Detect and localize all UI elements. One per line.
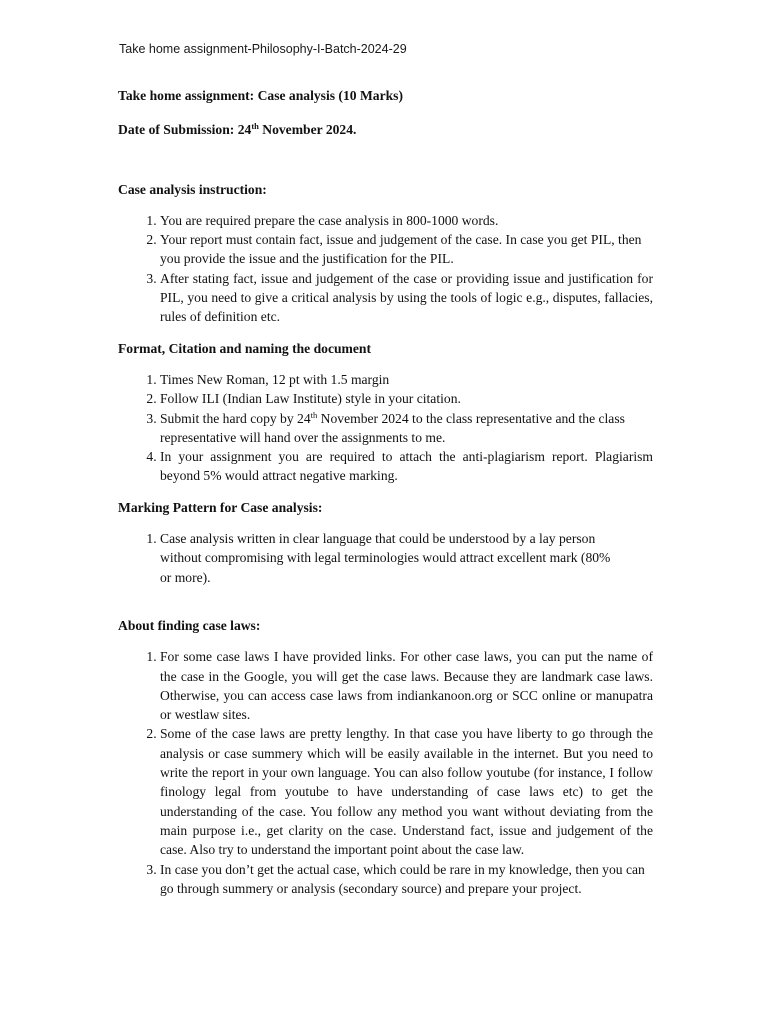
submission-date-prefix: Date of Submission: 24 [118, 122, 252, 138]
assignment-title: Take home assignment: Case analysis (10 Marks) [118, 88, 403, 103]
list-item: 3. In case you don’t get the actual case, which could be rare in my knowledge, then you can go through summery or analysis (secondary source) and prepare your project. [160, 860, 653, 899]
format-item-3-sup: th [310, 409, 318, 420]
section-heading-instructions: Case analysis instruction: [118, 181, 267, 197]
page-header: Take home assignment-Philosophy-I-Batch-2024-29 [119, 42, 407, 56]
section-heading-marking: Marking Pattern for Case analysis: [118, 499, 323, 515]
list-item: 1. For some case laws I have provided links. For other case laws, you can put the name of the case in the Google, you will get the case laws. Because they are landmark case laws. Otherwise, you can access case laws from indiankanoon.org or SCC online or manupatra or westlaw sites. [160, 647, 653, 724]
list-item: 2. Some of the case laws are pretty lengthy. In that case you have liberty to go through the analysis or case summery which will be easily available in the internet. But you need to write the report in your own language. You can also follow youtube (for instance, I follow finology legal from youtube to have understanding of case laws etc) to get the understanding of the case. You follow any method you want without deviating from the main purpose i.e., get clarity on the case. Understand fact, issue and judgement of the case. Also try to understand the important point about the case law. [160, 724, 653, 859]
submission-date [118, 120, 653, 139]
list-item: 1. You are required prepare the case analysis in 800-1000 words. [160, 211, 653, 230]
marking-list [118, 529, 653, 587]
instructions-list [118, 211, 653, 327]
finding-list [118, 647, 653, 898]
submission-date-sup: th [251, 121, 259, 132]
document-body [118, 86, 653, 898]
format-item-3-prefix: Submit the hard copy by 24 [160, 410, 311, 426]
section-heading-format: Format, Citation and naming the document [118, 340, 371, 356]
submission-date-suffix: November 2024. [258, 122, 357, 138]
format-item-3-suffix: November 2024 to the class representative and the class representative will hand over the assignments to me. [160, 410, 625, 445]
list-item: 1. Case analysis written in clear language that could be understood by a lay person without compromising with legal terminologies would attract excellent mark (80% or more). [160, 529, 623, 587]
format-list [118, 370, 653, 486]
list-item: 3. After stating fact, issue and judgement of the case or providing issue and justification for PIL, you need to give a critical analysis by using the tools of logic e.g., disputes, fallacies, rules of definition etc. [160, 269, 653, 327]
list-item: 2. Follow ILI (Indian Law Institute) style in your citation. [160, 389, 653, 408]
section-heading-finding: About finding case laws: [118, 617, 261, 633]
list-item: 4. In your assignment you are required to attach the anti-plagiarism report. Plagiarism beyond 5% would attract negative marking. [160, 447, 653, 486]
list-item [160, 409, 653, 448]
list-item: 2. Your report must contain fact, issue and judgement of the case. In case you get PIL, then you provide the issue and the justification for the PIL. [160, 230, 653, 269]
list-item: 1. Times New Roman, 12 pt with 1.5 margin [160, 370, 653, 389]
